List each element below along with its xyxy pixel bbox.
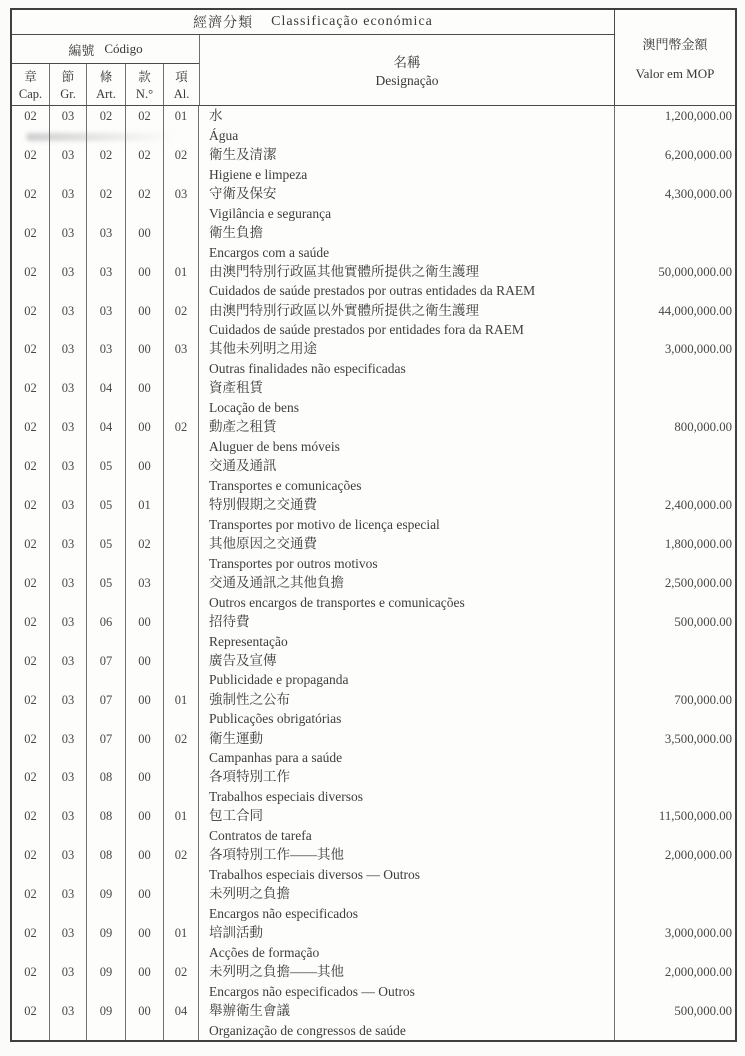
code-art-cell: 03 — [87, 223, 126, 262]
code-gr-cell: 03 — [50, 1001, 87, 1040]
designation-cell — [199, 729, 615, 768]
code-gr-cell: 03 — [50, 767, 87, 806]
designation-pt: Trabalhos especiais diversos — [209, 789, 363, 805]
designation-pt: Encargos com a saúde — [209, 244, 330, 260]
designation-pt: Publicações obrigatórias — [209, 711, 342, 727]
code-n-cell: 00 — [126, 262, 164, 301]
code-group-label-zh: 編號 — [68, 42, 95, 58]
table-row — [12, 378, 735, 417]
col-header-art-zh: 條 — [99, 70, 113, 85]
code-al-cell: 01 — [164, 806, 199, 845]
code-al-cell: 01 — [164, 262, 199, 301]
col-header-gr — [50, 64, 87, 105]
code-n-cell: 00 — [126, 378, 164, 417]
code-al-cell: 02 — [164, 301, 199, 340]
code-cap-cell: 02 — [12, 417, 50, 456]
designation-cell — [199, 884, 615, 923]
designation-cell — [199, 184, 615, 223]
designation-zh: 廣告及宣傳 — [209, 652, 277, 668]
code-n-cell: 00 — [126, 417, 164, 456]
code-n-cell: 00 — [126, 806, 164, 845]
col-header-art — [87, 64, 126, 105]
code-art-cell: 02 — [87, 184, 126, 223]
code-art-cell: 03 — [87, 301, 126, 340]
col-header-gr-abbr: Gr. — [60, 86, 76, 101]
designation-zh: 交通及通訊 — [209, 458, 277, 474]
table-row — [12, 729, 735, 768]
designation-cell — [199, 651, 615, 690]
code-al-cell — [164, 767, 199, 806]
table-header — [12, 10, 735, 106]
amount-cell: 2,000,000.00 — [664, 848, 732, 863]
table-row — [12, 923, 735, 962]
table-title — [12, 10, 614, 35]
col-header-cap — [12, 64, 50, 105]
table-row — [12, 534, 735, 573]
amount-cell: 1,800,000.00 — [664, 536, 732, 551]
code-cap-cell: 02 — [12, 184, 50, 223]
designation-pt: Organização de congressos de saúde — [209, 1022, 406, 1038]
code-al-cell: 03 — [164, 184, 199, 223]
designation-cell — [199, 806, 615, 845]
code-cap-cell: 02 — [12, 845, 50, 884]
amount-cell: 1,200,000.00 — [664, 109, 732, 123]
designation-zh: 未列明之負擔 — [209, 886, 290, 902]
col-header-cap-abbr: Cap. — [18, 86, 43, 101]
designation-pt: Água — [209, 127, 239, 143]
code-art-cell: 06 — [87, 612, 126, 651]
code-art-cell: 08 — [87, 845, 126, 884]
col-header-art-abbr: Art. — [96, 86, 116, 101]
code-gr-cell: 03 — [50, 884, 87, 923]
col-header-cap-zh: 章 — [24, 70, 37, 85]
designation-zh: 其他未列明之用途 — [209, 341, 317, 357]
code-n-cell: 00 — [126, 690, 164, 729]
code-gr-cell: 03 — [50, 339, 87, 378]
designation-zh: 培訓活動 — [209, 925, 263, 941]
code-cap-cell: 02 — [12, 145, 50, 184]
code-n-cell: 02 — [126, 184, 164, 223]
code-art-cell: 07 — [87, 651, 126, 690]
designation-pt: Outras finalidades não especificadas — [209, 361, 406, 377]
code-cap-cell: 02 — [12, 339, 50, 378]
code-al-cell — [164, 884, 199, 923]
designation-zh: 包工合同 — [209, 808, 263, 824]
table-row — [12, 1001, 735, 1040]
amount-cell: 11,500,000.00 — [658, 809, 732, 824]
code-gr-cell: 03 — [50, 962, 87, 1001]
code-gr-cell: 03 — [50, 262, 87, 301]
code-art-cell: 02 — [87, 106, 126, 145]
amount-cell — [615, 651, 735, 690]
designation-zh: 各項特別工作 — [209, 769, 290, 785]
table-row — [12, 184, 735, 223]
code-al-cell — [164, 223, 199, 262]
designation-cell — [199, 145, 615, 184]
designation-cell — [199, 962, 615, 1001]
code-gr-cell: 03 — [50, 573, 87, 612]
code-art-cell: 05 — [87, 456, 126, 495]
code-cap-cell: 02 — [12, 378, 50, 417]
code-n-cell: 02 — [126, 106, 164, 145]
code-cap-cell: 02 — [12, 690, 50, 729]
designation-zh: 由澳門特別行政區以外實體所提供之衛生護理 — [209, 302, 479, 318]
col-header-al-abbr: Al. — [173, 86, 190, 101]
code-n-cell: 00 — [126, 651, 164, 690]
code-gr-cell: 03 — [50, 301, 87, 340]
code-cap-cell: 02 — [12, 223, 50, 262]
table-row — [12, 767, 735, 806]
table-row — [12, 845, 735, 884]
code-group-header — [12, 35, 200, 105]
table-row — [12, 339, 735, 378]
code-al-cell — [164, 495, 199, 534]
code-cap-cell: 02 — [12, 573, 50, 612]
code-cap-cell: 02 — [12, 651, 50, 690]
code-al-cell: 03 — [164, 339, 199, 378]
designation-zh: 交通及通訊之其他負擔 — [209, 574, 344, 590]
code-art-cell: 05 — [87, 534, 126, 573]
table-row — [12, 612, 735, 651]
designation-pt: Cuidados de saúde prestados por outras entidades da RAEM — [209, 283, 536, 299]
code-n-cell: 00 — [126, 884, 164, 923]
table-row — [12, 456, 735, 495]
designation-zh: 特別假期之交通費 — [209, 497, 317, 513]
designation-pt: Campanhas para a saúde — [209, 750, 343, 766]
code-art-cell: 09 — [87, 884, 126, 923]
amount-cell: 3,000,000.00 — [664, 342, 732, 357]
amount-cell — [615, 378, 735, 417]
code-art-cell: 08 — [87, 806, 126, 845]
amount-cell — [615, 223, 735, 262]
table-row — [12, 417, 735, 456]
code-n-cell: 00 — [126, 729, 164, 768]
designation-header — [200, 35, 614, 105]
amount-cell: 50,000,000.00 — [658, 264, 732, 279]
code-art-cell: 03 — [87, 262, 126, 301]
col-header-n-zh: 款 — [138, 70, 151, 85]
designation-pt: Vigilância e segurança — [209, 205, 332, 221]
code-al-cell: 02 — [164, 729, 199, 768]
code-cap-cell: 02 — [12, 456, 50, 495]
code-al-cell: 02 — [164, 962, 199, 1001]
amount-cell: 44,000,000.00 — [658, 303, 732, 318]
code-art-cell: 09 — [87, 1001, 126, 1040]
designation-zh: 舉辦衛生會議 — [209, 1002, 290, 1018]
code-n-cell: 03 — [126, 573, 164, 612]
code-gr-cell: 03 — [50, 923, 87, 962]
code-gr-cell: 03 — [50, 223, 87, 262]
table-row — [12, 262, 735, 301]
code-gr-cell: 03 — [50, 729, 87, 768]
designation-cell — [199, 534, 615, 573]
amount-cell: 800,000.00 — [674, 420, 732, 435]
amount-cell: 3,000,000.00 — [664, 926, 732, 941]
designation-cell — [199, 301, 615, 340]
designation-pt: Trabalhos especiais diversos — Outros — [209, 867, 420, 883]
designation-cell — [199, 456, 615, 495]
designation-pt: Outros encargos de transportes e comunicações — [209, 594, 465, 610]
code-gr-cell: 03 — [50, 845, 87, 884]
code-n-cell: 00 — [126, 767, 164, 806]
designation-cell — [199, 612, 615, 651]
code-n-cell: 02 — [126, 145, 164, 184]
designation-cell — [199, 417, 615, 456]
table-row — [12, 573, 735, 612]
designation-pt: Higiene e limpeza — [209, 166, 308, 182]
code-cap-cell: 02 — [12, 1001, 50, 1040]
designation-zh: 各項特別工作——其他 — [209, 847, 344, 863]
code-art-cell: 03 — [87, 339, 126, 378]
code-group-label-pt: Código — [104, 41, 143, 56]
amount-cell: 6,200,000.00 — [664, 147, 732, 162]
code-gr-cell: 03 — [50, 417, 87, 456]
designation-cell — [199, 339, 615, 378]
amount-cell — [615, 884, 735, 923]
table-row — [12, 884, 735, 923]
table-row — [12, 145, 735, 184]
code-n-cell: 00 — [126, 301, 164, 340]
code-art-cell: 05 — [87, 495, 126, 534]
code-al-cell — [164, 456, 199, 495]
code-cap-cell: 02 — [12, 262, 50, 301]
designation-cell — [199, 262, 615, 301]
code-cap-cell: 02 — [12, 534, 50, 573]
table-row — [12, 223, 735, 262]
code-gr-cell: 03 — [50, 690, 87, 729]
amount-cell: 2,400,000.00 — [664, 498, 732, 513]
designation-cell — [199, 690, 615, 729]
code-art-cell: 07 — [87, 690, 126, 729]
amount-cell: 700,000.00 — [674, 692, 732, 707]
col-header-n-abbr: N.° — [135, 86, 154, 101]
code-art-cell: 08 — [87, 767, 126, 806]
code-cap-cell: 02 — [12, 884, 50, 923]
code-column-headers — [12, 64, 199, 105]
code-n-cell: 02 — [126, 534, 164, 573]
designation-pt: Acções de formação — [209, 944, 320, 960]
code-art-cell: 02 — [87, 145, 126, 184]
code-gr-cell: 03 — [50, 495, 87, 534]
code-art-cell: 09 — [87, 923, 126, 962]
amount-header-zh: 澳門幣金額 — [642, 36, 708, 52]
designation-cell — [199, 378, 615, 417]
code-gr-cell: 03 — [50, 184, 87, 223]
code-gr-cell: 03 — [50, 456, 87, 495]
designation-cell — [199, 923, 615, 962]
designation-zh: 招待費 — [209, 613, 250, 629]
designation-pt: Representação — [209, 633, 288, 649]
amount-cell: 3,500,000.00 — [664, 731, 732, 746]
code-cap-cell: 02 — [12, 962, 50, 1001]
code-n-cell: 00 — [126, 456, 164, 495]
designation-pt: Transportes por motivo de licença especial — [209, 516, 440, 532]
designation-pt: Cuidados de saúde prestados por entidades fora da RAEM — [209, 322, 524, 338]
designation-pt: Encargos não especificados — [209, 905, 358, 921]
code-cap-cell: 02 — [12, 495, 50, 534]
designation-zh: 資產租賃 — [209, 380, 263, 396]
code-n-cell: 00 — [126, 962, 164, 1001]
code-gr-cell: 03 — [50, 612, 87, 651]
table-title-zh: 經濟分類 — [193, 16, 254, 31]
col-header-al-zh: 項 — [175, 70, 188, 85]
code-cap-cell: 02 — [12, 923, 50, 962]
designation-cell — [199, 106, 615, 145]
header-mid-section — [12, 35, 614, 105]
code-art-cell: 04 — [87, 417, 126, 456]
code-cap-cell: 02 — [12, 301, 50, 340]
table-row — [12, 651, 735, 690]
code-al-cell: 02 — [164, 845, 199, 884]
code-n-cell: 01 — [126, 495, 164, 534]
amount-cell: 2,000,000.00 — [664, 964, 732, 979]
code-cap-cell: 02 — [12, 806, 50, 845]
code-art-cell: 05 — [87, 573, 126, 612]
designation-zh: 水 — [209, 108, 223, 123]
table-row — [12, 690, 735, 729]
table-row — [12, 301, 735, 340]
code-gr-cell: 03 — [50, 145, 87, 184]
designation-cell — [199, 845, 615, 884]
code-gr-cell: 03 — [50, 106, 87, 145]
code-cap-cell: 02 — [12, 106, 50, 145]
amount-cell — [615, 767, 735, 806]
code-cap-cell: 02 — [12, 729, 50, 768]
amount-cell: 4,300,000.00 — [664, 186, 732, 201]
code-al-cell: 01 — [164, 923, 199, 962]
amount-cell: 2,500,000.00 — [664, 575, 732, 590]
amount-header — [614, 10, 735, 105]
code-al-cell — [164, 378, 199, 417]
designation-cell — [199, 767, 615, 806]
designation-header-pt: Designação — [375, 73, 439, 88]
code-n-cell: 00 — [126, 339, 164, 378]
code-art-cell: 04 — [87, 378, 126, 417]
designation-pt: Contratos de tarefa — [209, 828, 312, 844]
designation-zh: 未列明之負擔——其他 — [209, 963, 344, 979]
code-art-cell: 09 — [87, 962, 126, 1001]
code-gr-cell: 03 — [50, 651, 87, 690]
amount-cell: 500,000.00 — [674, 614, 732, 629]
col-header-n — [126, 64, 164, 105]
designation-zh: 其他原因之交通費 — [209, 535, 317, 551]
table-row — [12, 806, 735, 845]
designation-cell — [199, 495, 615, 534]
designation-zh: 衛生負擔 — [209, 224, 263, 240]
designation-cell — [199, 1001, 615, 1040]
code-n-cell: 00 — [126, 223, 164, 262]
amount-header-pt: Valor em MOP — [635, 65, 715, 81]
designation-pt: Encargos não especificados — Outros — [209, 983, 415, 999]
code-n-cell: 00 — [126, 1001, 164, 1040]
code-al-cell — [164, 534, 199, 573]
table-body — [12, 106, 735, 1040]
code-n-cell: 00 — [126, 845, 164, 884]
code-al-cell: 01 — [164, 690, 199, 729]
designation-cell — [199, 223, 615, 262]
amount-cell — [615, 456, 735, 495]
code-cap-cell: 02 — [12, 612, 50, 651]
designation-header-zh: 名稱 — [393, 55, 421, 70]
designation-zh: 衛生及清潔 — [209, 146, 277, 162]
designation-pt: Locação de bens — [209, 400, 299, 416]
code-al-cell — [164, 573, 199, 612]
code-al-cell — [164, 612, 199, 651]
table-title-pt: Classificação económica — [271, 14, 433, 29]
code-n-cell: 00 — [126, 923, 164, 962]
table-row — [12, 495, 735, 534]
code-cap-cell: 02 — [12, 767, 50, 806]
col-header-gr-zh: 節 — [61, 70, 75, 85]
designation-zh: 強制性之公布 — [209, 691, 290, 707]
code-gr-cell: 03 — [50, 378, 87, 417]
code-al-cell: 02 — [164, 145, 199, 184]
code-art-cell: 07 — [87, 729, 126, 768]
code-group-label — [12, 35, 199, 64]
table-row — [12, 962, 735, 1001]
designation-zh: 守衛及保安 — [209, 185, 277, 201]
designation-zh: 由澳門特別行政區其他實體所提供之衛生護理 — [209, 263, 479, 279]
code-al-cell: 02 — [164, 417, 199, 456]
code-gr-cell: 03 — [50, 534, 87, 573]
code-al-cell: 04 — [164, 1001, 199, 1040]
code-gr-cell: 03 — [50, 806, 87, 845]
designation-zh: 衛生運動 — [209, 730, 263, 746]
code-n-cell: 00 — [126, 612, 164, 651]
designation-pt: Publicidade e propaganda — [209, 672, 349, 688]
designation-pt: Transportes e comunicações — [209, 477, 362, 493]
code-al-cell: 01 — [164, 106, 199, 145]
table-row — [12, 106, 735, 145]
economic-classification-table — [10, 8, 737, 1042]
designation-cell — [199, 573, 615, 612]
amount-cell: 500,000.00 — [674, 1003, 732, 1018]
designation-pt: Transportes por outros motivos — [209, 555, 378, 571]
code-al-cell — [164, 651, 199, 690]
col-header-al — [164, 64, 199, 105]
designation-zh: 動產之租賃 — [209, 419, 277, 435]
designation-pt: Aluguer de bens móveis — [209, 439, 340, 455]
header-left-section — [12, 10, 614, 105]
